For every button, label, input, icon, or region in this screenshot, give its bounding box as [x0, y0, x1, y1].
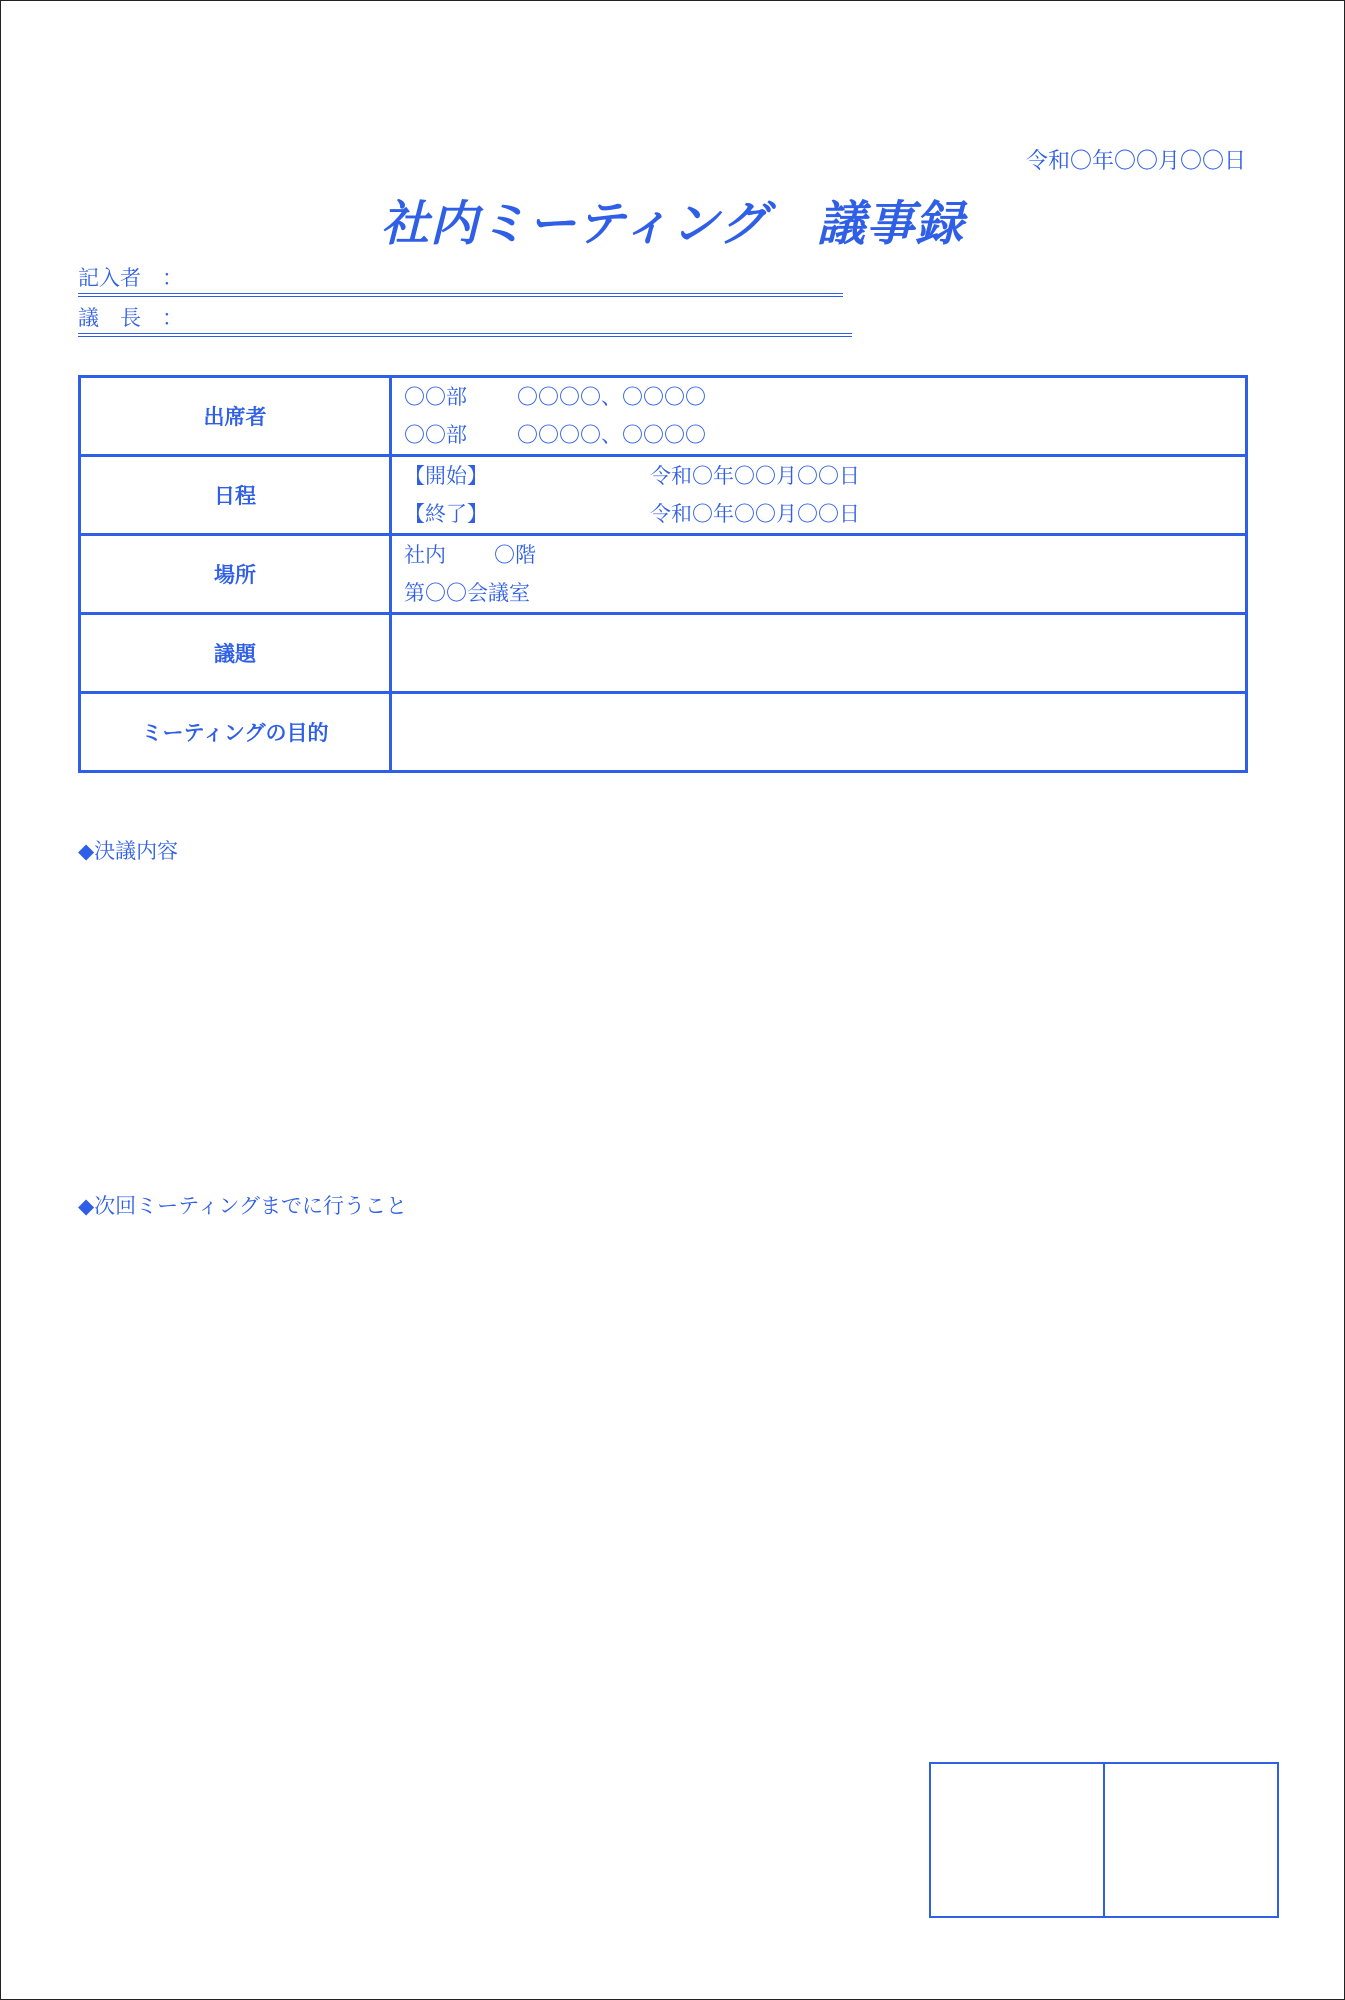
next-actions-heading: ◆次回ミーティングまでに行うこと: [78, 1194, 408, 1218]
end-label: 【終了】: [404, 502, 488, 526]
place-building: 社内: [404, 543, 446, 567]
stamp-box: [931, 1764, 1103, 1916]
schedule-label: 日程: [80, 456, 391, 535]
place-label: 場所: [80, 535, 391, 614]
end-date: 令和〇年〇〇月〇〇日: [650, 502, 860, 526]
place-value[interactable]: [391, 535, 1247, 614]
agenda-value[interactable]: [391, 614, 1247, 693]
start-date: 令和〇年〇〇月〇〇日: [650, 464, 860, 488]
document-date: 令和〇年〇〇月〇〇日: [1025, 149, 1246, 174]
purpose-label: ミーティングの目的: [80, 693, 391, 772]
place-room: 第〇〇会議室: [404, 581, 530, 605]
start-label: 【開始】: [404, 464, 488, 488]
chair-field[interactable]: [78, 302, 852, 337]
chair-label: 議 長 ：: [78, 306, 183, 330]
attendees-value[interactable]: [391, 377, 1247, 456]
names: 〇〇〇〇、〇〇〇〇: [517, 385, 706, 409]
resolutions-heading: ◆決議内容: [78, 839, 179, 863]
writer-field[interactable]: [78, 262, 843, 297]
stamp-box: [1103, 1764, 1277, 1916]
writer-label: 記入者 ：: [78, 266, 183, 290]
table-row: [80, 693, 1247, 772]
place-floor: 〇階: [494, 543, 536, 567]
document-title: 社内ミーティング 議事録: [380, 196, 965, 252]
department: 〇〇部: [404, 423, 467, 447]
table-row: [80, 377, 1247, 456]
meeting-info-table: [78, 375, 1248, 773]
table-row: [80, 614, 1247, 693]
names: 〇〇〇〇、〇〇〇〇: [517, 423, 706, 447]
approval-stamp-boxes: [929, 1762, 1279, 1918]
agenda-label: 議題: [80, 614, 391, 693]
attendees-label: 出席者: [80, 377, 391, 456]
table-row: [80, 535, 1247, 614]
purpose-value[interactable]: [391, 693, 1247, 772]
schedule-value[interactable]: [391, 456, 1247, 535]
table-row: [80, 456, 1247, 535]
department: 〇〇部: [404, 385, 467, 409]
